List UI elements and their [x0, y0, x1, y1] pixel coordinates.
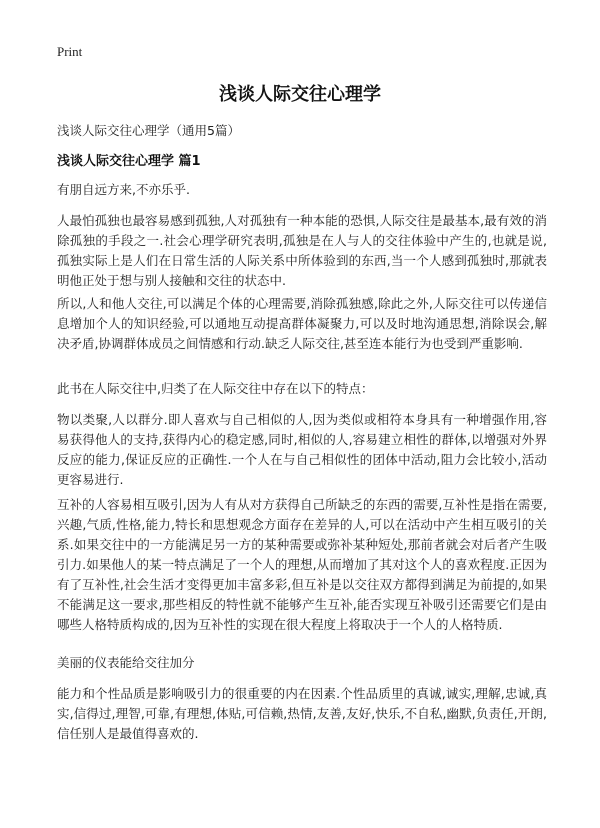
- paragraph-4: 此书在人际交往中,归类了在人际交往中存在以下的特点：: [57, 381, 374, 396]
- paragraph-2: 人最怕孤独也最容易感到孤独,人对孤独有一种本能的恐惧,人际交往是最基本,最有效的消除孤独的手段之一.社会心理学研究表明,孤独是在人与人的交往体验中产生的,也就是说,孤独实际上是人们在日常生活的人际关系中所体验到的东西,当一个人感到孤独时,那就表明他正处于想与别人接触和交往的状态中.: [57, 213, 547, 288]
- document-subtitle: 浅谈人际交往心理学（通用5篇）: [57, 123, 240, 138]
- print-link[interactable]: Print: [57, 44, 83, 59]
- paragraph-5: 物以类聚,人以群分.即人喜欢与自己相似的人,因为类似或相符本身具有一种增强作用,容易获得他人的支持,获得内心的稳定感,同时,相似的人,容易建立相性的群体,以增强对外界反应的能力,保证反应的正确性.一个人在与自己相似性的团体中活动,阻力会比较小,活动更容易进行.: [57, 412, 547, 487]
- paragraph-3: 所以,人和他人交往,可以满足个体的心理需要,消除孤独感,除此之外,人际交往可以传递信息增加个人的知识经验,可以通地互动提高群体凝聚力,可以及时地沟通思想,消除误会,解决矛盾,协调群体成员之间情感和行动.缺乏人际交往,甚至连本能行为也受到严重影响.: [57, 296, 547, 351]
- paragraph-7: 美丽的仪表能给交往加分: [57, 655, 195, 670]
- paragraph-6: 互补的人容易相互吸引,因为人有从对方获得自己所缺乏的东西的需要,互补性是指在需要,兴趣,气质,性格,能力,特长和思想观念方面存在差异的人,可以在活动中产生相互吸引的关系.如果交往中的一方能满足另一方的某种需要或弥补某种短处,那前者就会对后者产生吸引力.如果他人的某一特点满足了一个人的理想,从而增加了其对这个人的喜欢程度.正因为有了互补性,社会生活才变得更加丰富多彩,但互补是以交往双方都得到满足为前提的,如果不能满足这一要求,那些相反的特性就不能够产生互补,能否实现互补吸引还需要它们是由哪些人格特质构成的,因为互补性的实现在很大程度上将取决于一个人的人格特质.: [57, 497, 548, 632]
- paragraph-1: 有朋自远方来,不亦乐乎.: [57, 182, 190, 197]
- paragraph-8: 能力和个性品质是影响吸引力的很重要的内在因素.个性品质里的真诚,诚实,理解,忠诚,真实,信得过,理智,可靠,有理想,体贴,可信赖,热情,友善,友好,快乐,不自私,幽默,负责任,开朗,信任别人是最值得喜欢的.: [57, 686, 547, 741]
- document-title: 浅谈人际交往心理学: [219, 84, 381, 105]
- section-heading: 浅谈人际交往心理学 篇1: [57, 154, 201, 169]
